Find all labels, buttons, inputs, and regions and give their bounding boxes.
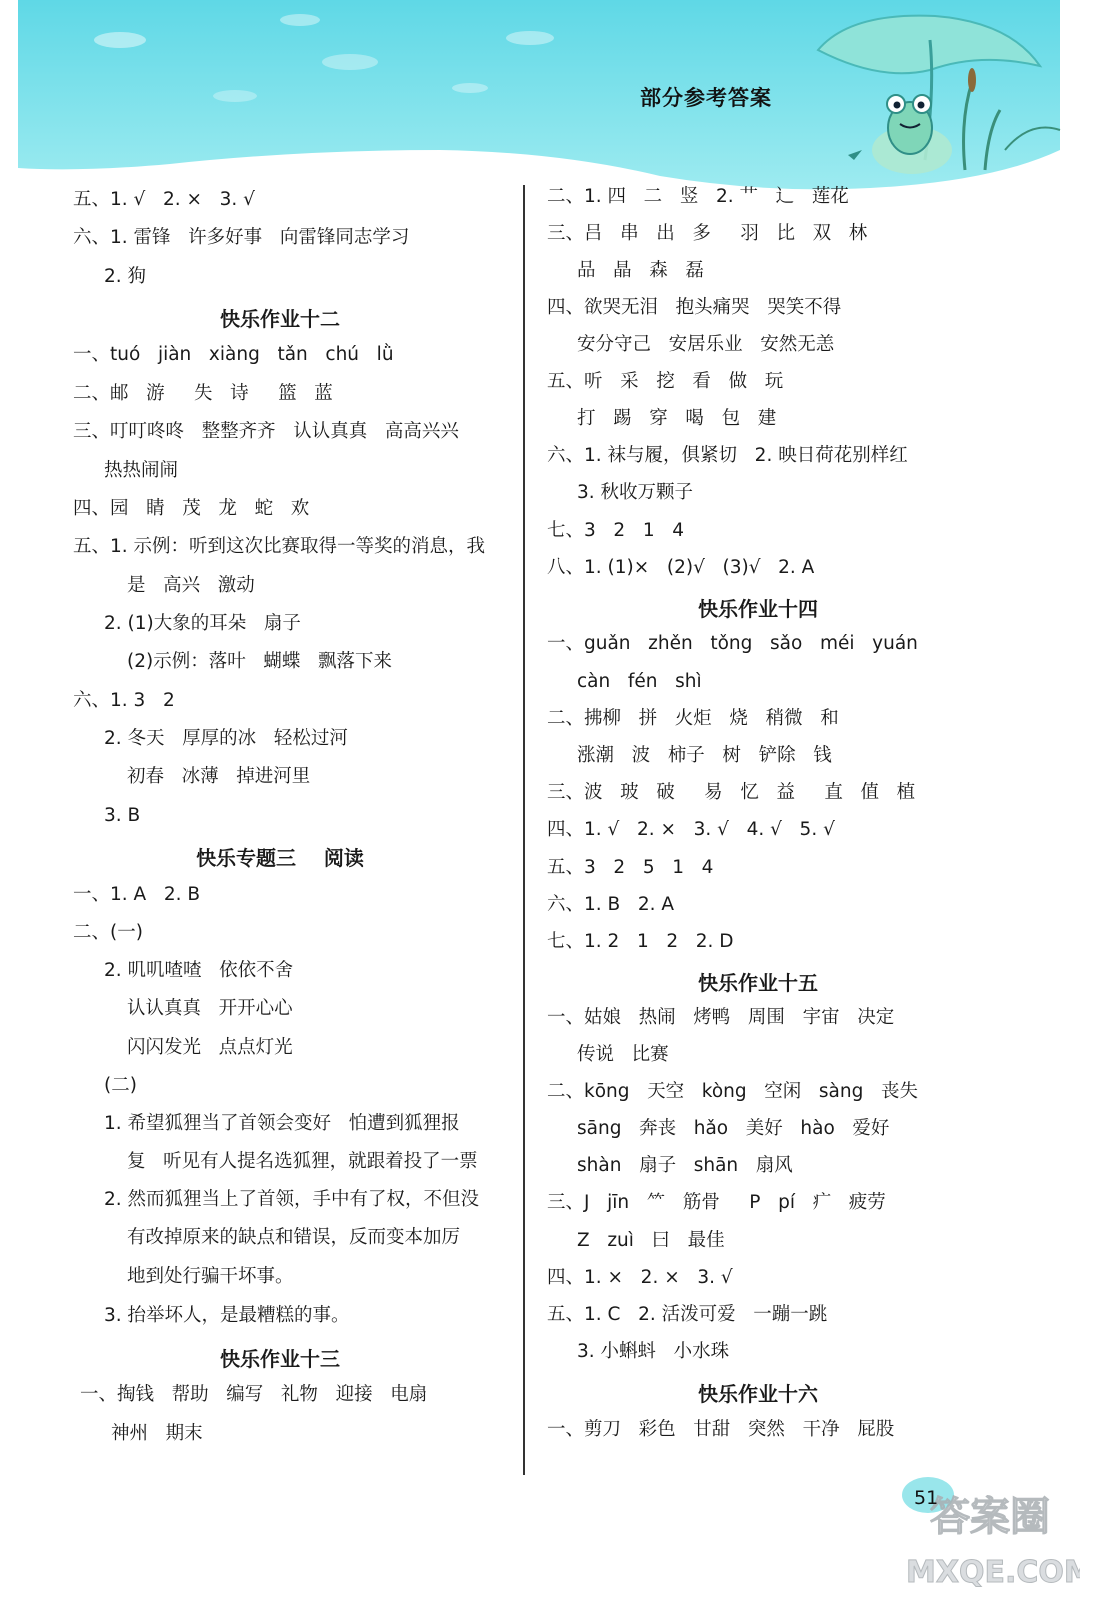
- answer-line: 3. 秋收万颗子: [577, 482, 694, 503]
- answer-line: 七、3 2 1 4: [547, 520, 685, 541]
- answer-line: 五、1. 示例：听到这次比赛取得一等奖的消息，我: [73, 536, 486, 557]
- answer-line: 二、拂柳 拼 火炬 烧 稍微 和: [547, 708, 839, 729]
- answers-title: 部分参考答案: [640, 86, 772, 110]
- answer-line: shàn 扇子 shān 扇风: [577, 1155, 793, 1176]
- answer-line: 六、1. 3 2: [73, 690, 175, 711]
- answer-line: 六、1. 袜与履，俱紧切 2. 映日荷花别样红: [547, 445, 908, 466]
- answer-line: 一、guǎn zhěn tǒng sǎo méi yuán: [547, 633, 918, 654]
- answer-line: 认认真真 开开心心: [127, 998, 293, 1019]
- answer-line: 安分守己 安居乐业 安然无恙: [577, 334, 835, 355]
- answer-line: 二、邮 游 失 诗 篮 蓝: [73, 383, 333, 404]
- answer-line: 七、1. 2 1 2 2. D: [547, 931, 734, 952]
- answer-line: 一、1. A 2. B: [73, 884, 201, 905]
- answer-line: 一、tuó jiàn xiàng tǎn chú lǜ: [73, 344, 394, 365]
- answer-line: 是 高兴 激动: [127, 575, 255, 596]
- answer-line: 八、1. (1)× (2)√ (3)√ 2. A: [547, 557, 815, 578]
- answer-line: 3. 抬举坏人，是最糟糕的事。: [104, 1305, 350, 1326]
- answer-line: 一、剪刀 彩色 甘甜 突然 干净 屁股: [547, 1419, 895, 1440]
- answer-line: 涨潮 波 柿子 树 铲除 钱: [577, 745, 832, 766]
- header-banner: [0, 0, 1095, 200]
- answer-line: 一、掏钱 帮助 编写 礼物 迎接 电扇: [80, 1384, 428, 1405]
- section-heading: 快乐作业十五: [698, 971, 818, 995]
- answer-line: 六、1. B 2. A: [547, 894, 675, 915]
- section-heading: 快乐作业十二: [220, 307, 340, 331]
- answer-line: 二、kōng 天空 kòng 空闲 sàng 丧失: [547, 1081, 918, 1102]
- answer-line: 初春 冰薄 掉进河里: [127, 766, 311, 787]
- answer-line: 六、1. 雷锋 许多好事 向雷锋同志学习: [73, 227, 410, 248]
- answer-line: 四、1. √ 2. × 3. √ 4. √ 5. √: [547, 819, 835, 840]
- answer-line: 四、园 睛 茂 龙 蛇 欢: [73, 498, 310, 519]
- answer-line: 2. 叽叽喳喳 依依不舍: [104, 960, 294, 981]
- answer-line: 一、姑娘 热闹 烤鸭 周围 宇宙 决定: [547, 1007, 895, 1028]
- answer-line: 1. 希望狐狸当了首领会变好 怕遭到狐狸报: [104, 1113, 460, 1134]
- answer-line: 三、叮叮咚咚 整整齐齐 认认真真 高高兴兴: [73, 421, 459, 442]
- answer-line: 2. (1)大象的耳朵 扇子: [104, 613, 301, 634]
- answer-line: 三、J jīn ⺮ 筋骨 P pí 疒 疲劳: [547, 1192, 886, 1213]
- answer-line: 复 听见有人提名选狐狸，就跟着投了一票: [127, 1151, 478, 1172]
- answer-line: 3. 小蝌蚪 小水珠: [577, 1341, 730, 1362]
- answer-line: 五、听 采 挖 看 做 玩: [547, 371, 784, 392]
- answer-line: Z zuì 曰 最佳: [577, 1230, 725, 1251]
- answer-line: 神州 期末: [111, 1423, 203, 1444]
- answer-line: sāng 奔丧 hǎo 美好 hào 爱好: [577, 1118, 890, 1139]
- answer-line: càn fén shì: [577, 671, 702, 692]
- answer-line: 五、1. C 2. 活泼可爱 一蹦一跳: [547, 1304, 828, 1325]
- answer-line: (二): [104, 1075, 137, 1096]
- watermark-url: MXQE.COM: [906, 1555, 1080, 1590]
- page-number: 51: [914, 1487, 939, 1509]
- answer-line: 品 晶 森 磊: [577, 260, 704, 281]
- answer-line: (2)示例：落叶 蝴蝶 飘落下来: [127, 651, 392, 672]
- column-divider: [523, 185, 525, 1475]
- section-heading: 快乐专题三 阅读: [196, 846, 364, 870]
- answer-line: 闪闪发光 点点灯光: [127, 1037, 293, 1058]
- answer-line: 传说 比赛: [577, 1044, 669, 1065]
- answer-line: 地到处行骗干坏事。: [127, 1266, 294, 1287]
- section-heading: 快乐作业十四: [698, 597, 818, 621]
- answer-line: 四、1. × 2. × 3. √: [547, 1267, 733, 1288]
- answer-line: 2. 狗: [104, 266, 147, 287]
- answer-line: 五、3 2 5 1 4: [547, 857, 714, 878]
- watermark-text: 答案圈: [930, 1494, 1050, 1540]
- answer-line: 3. B: [104, 805, 141, 826]
- answer-line: 三、波 玻 破 易 忆 益 直 值 植: [547, 782, 916, 803]
- answer-line: 2. 冬天 厚厚的冰 轻松过河: [104, 728, 348, 749]
- answer-line: 热热闹闹: [104, 460, 179, 481]
- answer-line: 有改掉原来的缺点和错误，反而变本加厉: [127, 1227, 461, 1248]
- answer-line: 二、1. 四 二 竖 2. 艹 辶 莲花: [547, 186, 849, 207]
- answer-line: 三、吕 串 出 多 羽 比 双 林: [547, 223, 868, 244]
- banner-illustration: [0, 0, 1095, 200]
- answer-line: 五、1. √ 2. × 3. √: [73, 189, 255, 210]
- section-heading: 快乐作业十六: [698, 1382, 818, 1406]
- answer-line: 2. 然而狐狸当上了首领，手中有了权，不但没: [104, 1189, 480, 1210]
- section-heading: 快乐作业十三: [220, 1347, 340, 1371]
- answer-line: 四、欲哭无泪 抱头痛哭 哭笑不得: [547, 297, 842, 318]
- answer-line: 二、(一): [73, 922, 143, 943]
- answer-line: 打 踢 穿 喝 包 建: [577, 408, 777, 429]
